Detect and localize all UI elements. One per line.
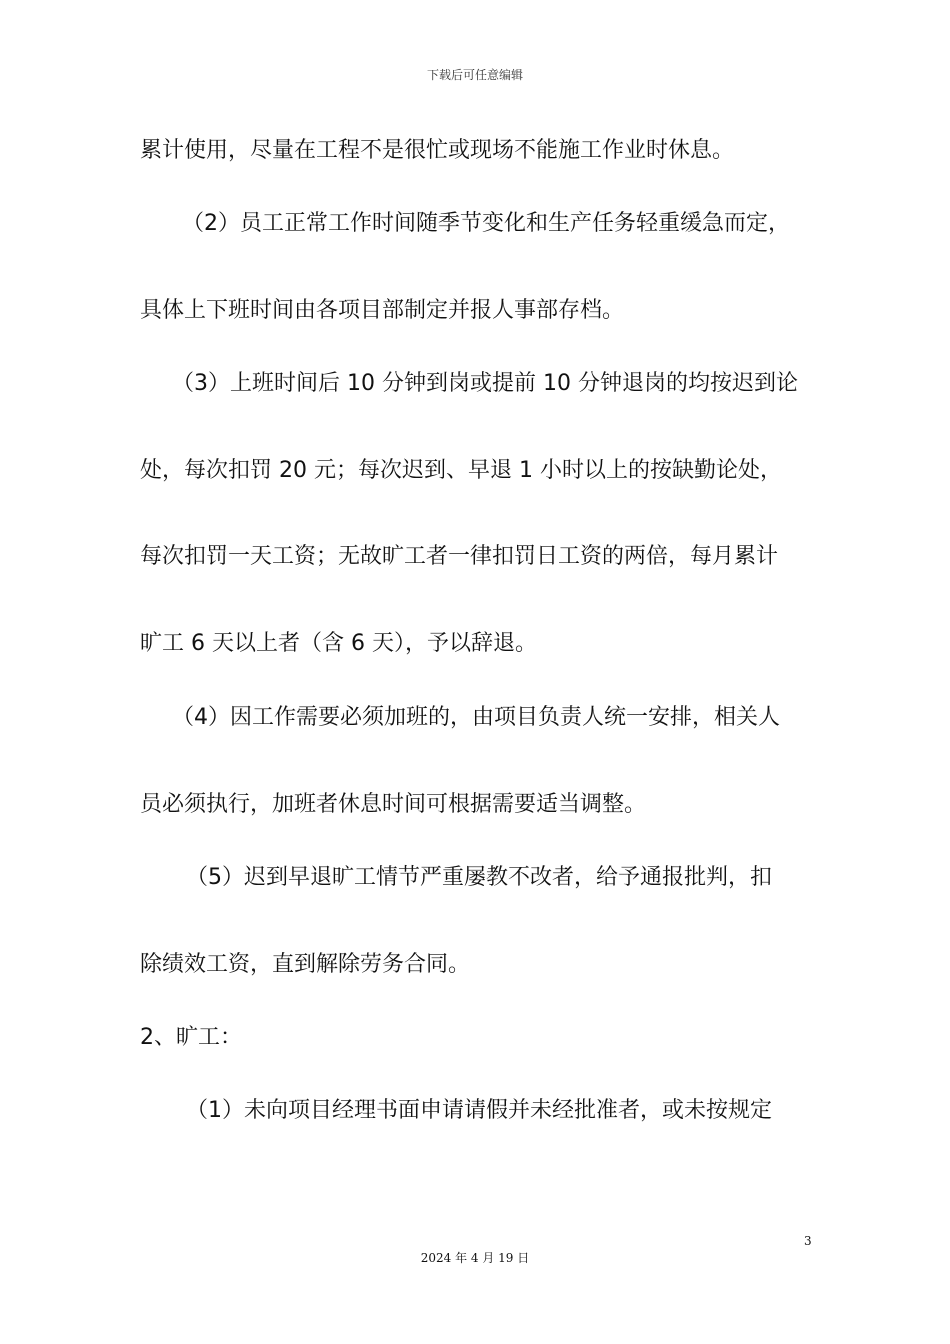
body-line-13: （1）未向项目经理书面申请请假并未经批准者，或未按规定 <box>186 1098 772 1123</box>
body-line-4: （3）上班时间后 10 分钟到岗或提前 10 分钟退岗的均按迟到论 <box>172 371 798 396</box>
page-header: 下载后可任意编辑 <box>426 68 523 82</box>
body-line-9: 员必须执行，加班者休息时间可根据需要适当调整。 <box>140 792 647 817</box>
body-line-10: （5）迟到早退旷工情节严重屡教不改者，给予通报批判，扣 <box>186 865 772 890</box>
body-line-7: 旷工 6 天以上者（含 6 天），予以辞退。 <box>140 631 537 656</box>
body-line-1: 累计使用，尽量在工程不是很忙或现场不能施工作业时休息。 <box>140 138 735 163</box>
body-line-8: （4）因工作需要必须加班的，由项目负责人统一安排，相关人 <box>172 705 780 730</box>
page-number: 3 <box>804 1234 812 1248</box>
body-line-3: 具体上下班时间由各项目部制定并报人事部存档。 <box>140 298 625 323</box>
body-line-5: 处，每次扣罚 20 元；每次迟到、早退 1 小时以上的按缺勤论处， <box>140 458 782 483</box>
body-line-6: 每次扣罚一天工资；无故旷工者一律扣罚日工资的两倍，每月累计 <box>140 544 779 569</box>
body-line-11: 除绩效工资，直到解除劳务合同。 <box>140 952 471 977</box>
section-heading: 2、旷工： <box>140 1025 242 1050</box>
footer-date: 2024 年 4 月 19 日 <box>420 1251 530 1265</box>
body-line-2: （2）员工正常工作时间随季节变化和生产任务轻重缓急而定， <box>182 211 790 236</box>
